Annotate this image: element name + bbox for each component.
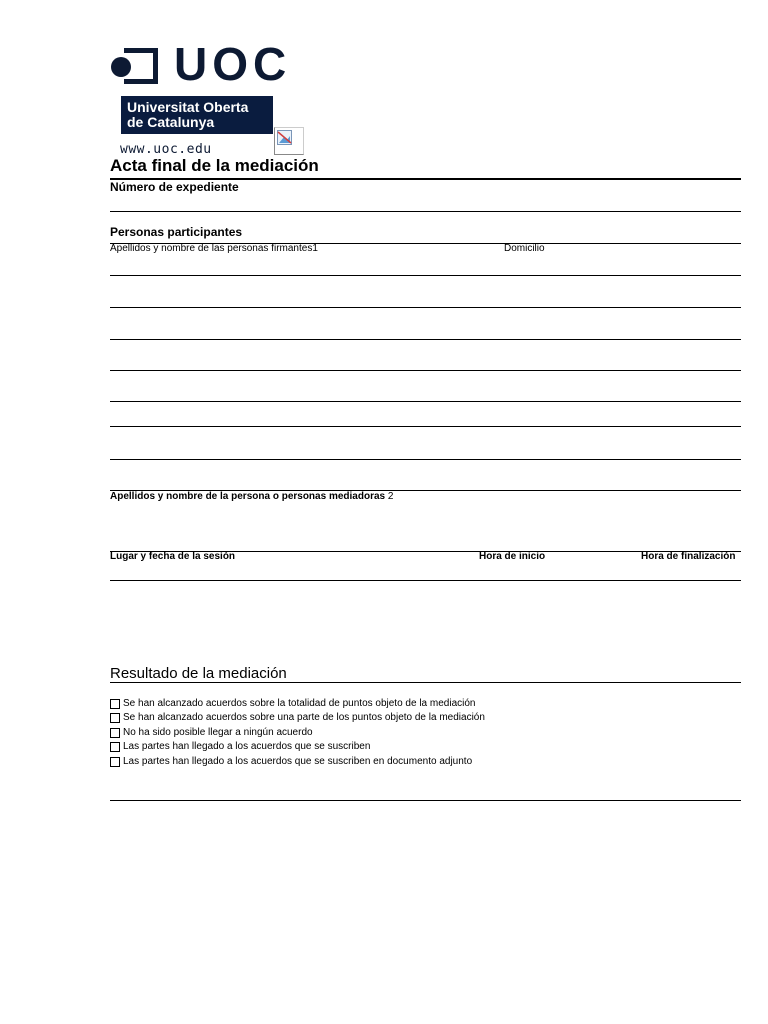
result-option-label: Se han alcanzado acuerdos sobre una parte de los puntos objeto de la mediación (123, 712, 485, 723)
firmantes-label-text: Apellidos y nombre de las personas firmantes (110, 243, 313, 254)
hora-fin-label: Hora de finalización (641, 551, 736, 562)
hora-inicio-label: Hora de inicio (479, 551, 546, 562)
checkbox[interactable] (110, 713, 120, 723)
checkbox[interactable] (110, 728, 120, 738)
participant-line[interactable] (110, 426, 741, 427)
image-placeholder (274, 127, 304, 155)
result-option-label: Las partes han llegado a los acuerdos que se suscriben en documento adjunto (123, 756, 473, 767)
checkbox[interactable] (110, 757, 120, 767)
domicilio-label: Domicilio (504, 243, 545, 254)
result-rule (110, 682, 741, 683)
result-option[interactable] (110, 698, 475, 709)
logo-box-line2: de Catalunya (127, 114, 215, 130)
participant-line[interactable] (110, 459, 741, 460)
mediadoras-label-text: Apellidos y nombre de la persona o personas mediadoras (110, 491, 386, 502)
participantes-title: Personas participantes (110, 225, 243, 239)
result-option[interactable] (110, 756, 472, 767)
participant-line[interactable] (110, 401, 741, 402)
result-option-label: Se han alcanzado acuerdos sobre la totalidad de puntos objeto de la mediación (123, 698, 476, 709)
logo-box-line1: Universitat Oberta (127, 99, 249, 115)
checkbox[interactable] (110, 742, 120, 752)
firmantes-label (110, 243, 318, 254)
broken-image-icon (277, 130, 293, 146)
participant-line[interactable] (110, 370, 741, 371)
logo-wordmark: UOC (174, 38, 292, 90)
firmantes-footnote: 1 (312, 243, 318, 254)
result-bottom-line[interactable] (110, 800, 741, 801)
result-option-label: Las partes han llegado a los acuerdos que se suscriben (123, 741, 371, 752)
checkbox[interactable] (110, 699, 120, 709)
expediente-line (110, 211, 741, 212)
lugar-line[interactable] (110, 580, 741, 581)
result-option[interactable] (110, 712, 485, 723)
result-option-label: No ha sido posible llegar a ningún acuerdo (123, 727, 313, 738)
participant-line[interactable] (110, 307, 741, 308)
result-option[interactable] (110, 741, 370, 752)
logo-institution-box (121, 96, 273, 134)
lugar-label: Lugar y fecha de la sesión (110, 551, 236, 562)
result-title: Resultado de la mediación (110, 665, 287, 682)
expediente-label: Número de expediente (110, 180, 239, 194)
mediadoras-footnote: 2 (387, 491, 394, 502)
logo-url: www.uoc.edu (120, 142, 212, 157)
uoc-logo-mark-icon (110, 46, 162, 86)
mediadoras-label (110, 491, 393, 502)
result-option[interactable] (110, 727, 313, 738)
participant-line[interactable] (110, 339, 741, 340)
participant-line[interactable] (110, 275, 741, 276)
document-title: Acta final de la mediación (110, 156, 319, 175)
